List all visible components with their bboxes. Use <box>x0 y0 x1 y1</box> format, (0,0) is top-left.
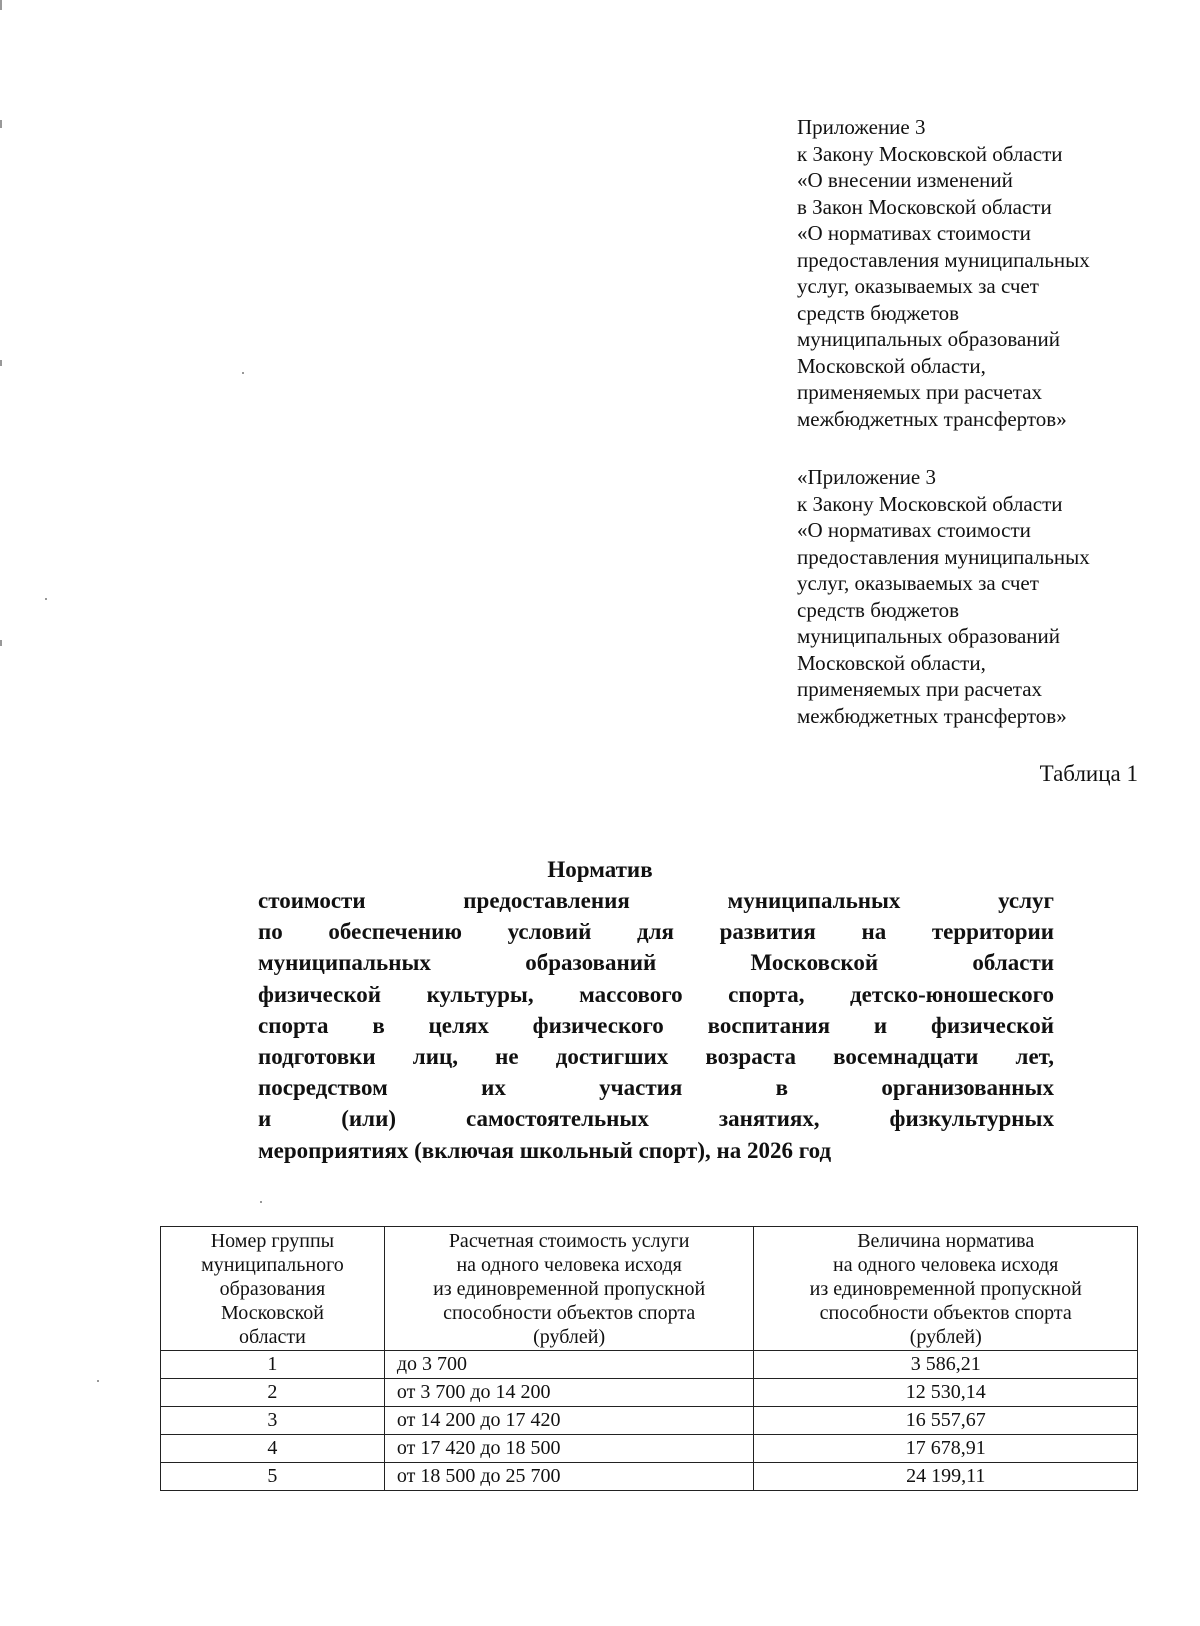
group-number-cell: 5 <box>161 1463 385 1491</box>
header-norm-value <box>754 1227 1138 1351</box>
document-title: Норматив <box>547 857 653 882</box>
norm-value-cell: 17 678,91 <box>754 1435 1138 1463</box>
header-line: области <box>239 1326 306 1348</box>
table-row <box>161 1379 1138 1407</box>
appendix-line: средств бюджетов <box>797 597 960 622</box>
header-line: Величина норматива <box>857 1230 1035 1252</box>
header-line: Номер группы <box>210 1230 335 1252</box>
header-line: образования <box>219 1278 326 1300</box>
document-subtitle <box>258 885 1054 1166</box>
group-number-cell: 1 <box>161 1351 385 1379</box>
appendix-line: предоставления муниципальных <box>797 247 1090 272</box>
scan-edge-mark <box>0 360 2 366</box>
subtitle-line: муниципальных образований Московской области <box>258 950 1054 976</box>
appendix-line: к Закону Московской области <box>797 491 1063 516</box>
appendix-line: «О внесении изменений <box>797 168 1013 192</box>
subtitle-line: спорта в целях физического воспитания и физической <box>258 1012 1054 1038</box>
appendix-line: услуг, оказываемых за счет <box>797 571 1039 595</box>
appendix-line: муниципальных образований <box>797 624 1060 648</box>
header-line: Расчетная стоимость услуги <box>448 1230 690 1252</box>
header-estimated-cost <box>384 1227 754 1351</box>
scan-speck <box>260 1201 262 1203</box>
header-line: способности объектов спорта <box>819 1302 1072 1324</box>
appendix-line: межбюджетных трансфертов» <box>797 703 1067 728</box>
appendix-line: средств бюджетов <box>797 300 960 325</box>
norm-value-cell: 16 557,67 <box>754 1407 1138 1435</box>
appendix-line: применяемых при расчетах <box>797 380 1043 404</box>
table-row <box>161 1435 1138 1463</box>
cost-range-cell: от 17 420 до 18 500 <box>384 1435 754 1463</box>
scan-speck <box>97 1380 99 1382</box>
norm-value-cell: 12 530,14 <box>754 1379 1138 1407</box>
appendix-line: к Закону Московской области <box>797 141 1063 166</box>
table-label: Таблица 1 <box>1039 761 1138 786</box>
table-row <box>161 1407 1138 1435</box>
subtitle-line: физической культуры, массового спорта, детско-юношеского <box>258 981 1054 1007</box>
appendix-header-amendment <box>797 114 1157 432</box>
subtitle-line: по обеспечению условий для развития на территории <box>258 919 1054 945</box>
appendix-line: муниципальных образований <box>797 327 1060 351</box>
appendix-line: услуг, оказываемых за счет <box>797 274 1039 298</box>
cost-range-cell: от 3 700 до 14 200 <box>384 1379 754 1407</box>
appendix-line: «Приложение 3 <box>797 465 936 489</box>
appendix-line: «О нормативах стоимости <box>797 221 1031 245</box>
scan-edge-mark <box>0 640 2 646</box>
scan-edge-mark <box>0 120 2 128</box>
group-number-cell: 2 <box>161 1379 385 1407</box>
subtitle-line: подготовки лиц, не достигших возраста восемнадцати лет, <box>258 1043 1054 1069</box>
table-row <box>161 1351 1138 1379</box>
subtitle-line: и (или) самостоятельных занятиях, физкультурных <box>258 1106 1054 1132</box>
group-number-cell: 3 <box>161 1407 385 1435</box>
cost-range-cell: до 3 700 <box>384 1351 754 1379</box>
appendix-line: предоставления муниципальных <box>797 544 1090 569</box>
appendix-line: Московской области, <box>797 353 986 378</box>
appendix-line: применяемых при расчетах <box>797 677 1043 701</box>
header-line: способности объектов спорта <box>443 1302 696 1324</box>
subtitle-line: стоимости предоставления муниципальных услуг <box>258 888 1054 913</box>
table-row <box>161 1463 1138 1491</box>
appendix-line: в Закон Московской области <box>797 194 1052 219</box>
cost-range-cell: от 18 500 до 25 700 <box>384 1463 754 1491</box>
subtitle-line: мероприятиях (включая школьный спорт), на 2026 год <box>258 1137 832 1163</box>
scan-edge-mark <box>0 0 2 10</box>
group-number-cell: 4 <box>161 1435 385 1463</box>
cost-range-cell: от 14 200 до 17 420 <box>384 1407 754 1435</box>
header-line: муниципального <box>201 1254 344 1276</box>
appendix-line: Приложение 3 <box>797 115 926 139</box>
header-line: на одного человека исходя <box>833 1254 1059 1276</box>
header-line: из единовременной пропускной <box>809 1278 1082 1300</box>
appendix-header-original <box>797 464 1157 729</box>
header-line: на одного человека исходя <box>456 1254 682 1276</box>
header-line: (рублей) <box>533 1326 606 1348</box>
scan-speck <box>242 372 244 374</box>
appendix-line: «О нормативах стоимости <box>797 518 1031 542</box>
subtitle-line: посредством их участия в организованных <box>258 1075 1054 1101</box>
header-line: Московской <box>220 1302 324 1324</box>
header-line: из единовременной пропускной <box>433 1278 706 1300</box>
norm-value-cell: 24 199,11 <box>754 1463 1138 1491</box>
header-group-number <box>161 1227 385 1351</box>
norm-value-cell: 3 586,21 <box>754 1351 1138 1379</box>
table-header-row <box>161 1227 1138 1351</box>
appendix-line: межбюджетных трансфертов» <box>797 406 1067 431</box>
scan-speck <box>45 598 47 600</box>
appendix-line: Московской области, <box>797 650 986 675</box>
header-line: (рублей) <box>909 1326 982 1348</box>
norm-table <box>160 1226 1138 1491</box>
